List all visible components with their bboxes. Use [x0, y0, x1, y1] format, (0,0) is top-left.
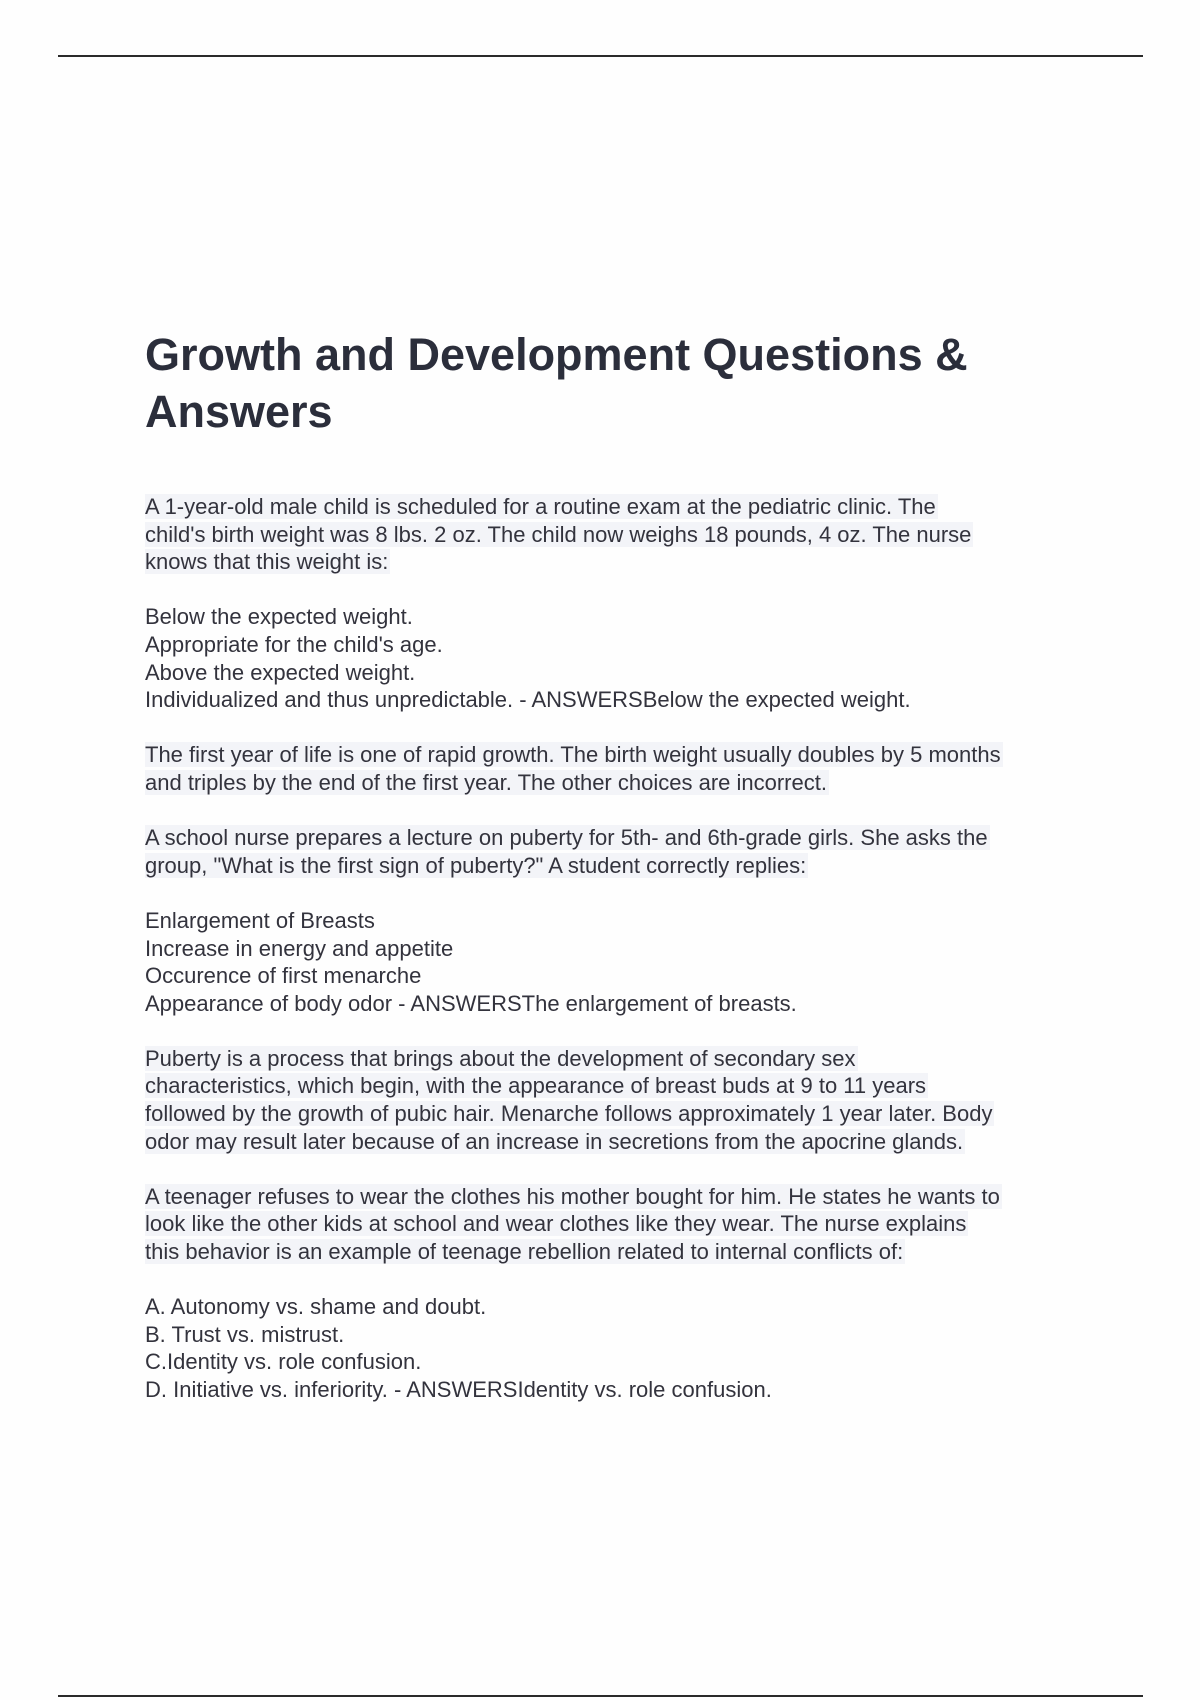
- line-text: knows that this weight is:: [145, 549, 389, 575]
- paragraph: [145, 741, 1105, 796]
- text-line: [145, 521, 1105, 549]
- line-text: Appearance of body odor - ANSWERSThe enlargement of breasts.: [145, 990, 797, 1016]
- line-text: Below the expected weight.: [145, 604, 413, 630]
- answer-choices: [145, 603, 1105, 713]
- text-line: [145, 1293, 1105, 1321]
- line-text: odor may result later because of an increase in secretions from the apocrine glands.: [145, 1128, 964, 1154]
- line-text: Increase in energy and appetite: [145, 935, 454, 961]
- text-line: [145, 1210, 1105, 1238]
- line-text: D. Initiative vs. inferiority. - ANSWERSIdentity vs. role confusion.: [145, 1377, 772, 1402]
- line-text: group, "What is the first sign of puberty?" A student correctly replies:: [145, 852, 807, 878]
- line-text: The first year of life is one of rapid growth. The birth weight usually doubles by 5 months: [145, 742, 1001, 768]
- line-text: Enlargement of Breasts: [145, 907, 375, 933]
- paragraph: [145, 1183, 1105, 1266]
- line-text: followed by the growth of pubic hair. Menarche follows approximately 1 year later. Body: [145, 1101, 993, 1127]
- text-line: [145, 1321, 1105, 1349]
- text-line: [145, 852, 1105, 880]
- line-text: characteristics, which begin, with the appearance of breast buds at 9 to 11 years: [145, 1073, 927, 1099]
- line-text: this behavior is an example of teenage rebellion related to internal conflicts of:: [145, 1239, 904, 1265]
- text-line: [145, 686, 1105, 714]
- text-line: [145, 769, 1105, 797]
- text-line: [145, 1045, 1105, 1073]
- document-title: [145, 326, 1105, 440]
- paragraph: [145, 824, 1105, 879]
- text-line: [145, 990, 1105, 1018]
- line-text: Above the expected weight.: [145, 659, 416, 685]
- line-text: Puberty is a process that brings about the development of secondary sex: [145, 1045, 856, 1071]
- document-body: [145, 493, 1105, 1431]
- line-text: B. Trust vs. mistrust.: [145, 1321, 345, 1347]
- paragraph: [145, 493, 1105, 576]
- text-line: [145, 1100, 1105, 1128]
- line-text: C.Identity vs. role confusion.: [145, 1349, 422, 1375]
- text-line: [145, 1072, 1105, 1100]
- answer-choices: [145, 1293, 1105, 1403]
- text-line: [145, 659, 1105, 687]
- line-text: and triples by the end of the first year. The other choices are incorrect.: [145, 769, 827, 795]
- text-line: [145, 1128, 1105, 1156]
- line-text: Individualized and thus unpredictable. - ANSWERSBelow the expected weight.: [145, 687, 911, 713]
- text-line: [145, 1183, 1105, 1211]
- line-text: A 1-year-old male child is scheduled for a routine exam at the pediatric clinic. The: [145, 494, 936, 519]
- text-line: [145, 548, 1105, 576]
- text-line: [145, 603, 1105, 631]
- title-line: Growth and Development Questions &: [145, 329, 968, 380]
- line-text: A. Autonomy vs. shame and doubt.: [145, 1294, 487, 1320]
- line-text: A teenager refuses to wear the clothes his mother bought for him. He states he wants to: [145, 1183, 1000, 1209]
- text-line: [145, 907, 1105, 935]
- text-line: [145, 741, 1105, 769]
- footer-rule: [58, 1695, 1143, 1697]
- line-text: Appropriate for the child's age.: [145, 631, 443, 657]
- text-line: [145, 631, 1105, 659]
- text-line: [145, 493, 1105, 521]
- title-line: Answers: [145, 386, 333, 437]
- line-text: A school nurse prepares a lecture on puberty for 5th- and 6th-grade girls. She asks the: [145, 825, 988, 851]
- text-line: [145, 1376, 1105, 1404]
- header-rule: [58, 55, 1143, 57]
- answer-choices: [145, 907, 1105, 1017]
- line-text: look like the other kids at school and wear clothes like they wear. The nurse explains: [145, 1211, 967, 1237]
- line-text: child's birth weight was 8 lbs. 2 oz. The child now weighs 18 pounds, 4 oz. The nurse: [145, 521, 972, 547]
- text-line: [145, 935, 1105, 963]
- text-line: [145, 1348, 1105, 1376]
- text-line: [145, 1238, 1105, 1266]
- line-text: Occurence of first menarche: [145, 963, 422, 989]
- text-line: [145, 962, 1105, 990]
- text-line: [145, 824, 1105, 852]
- paragraph: [145, 1045, 1105, 1155]
